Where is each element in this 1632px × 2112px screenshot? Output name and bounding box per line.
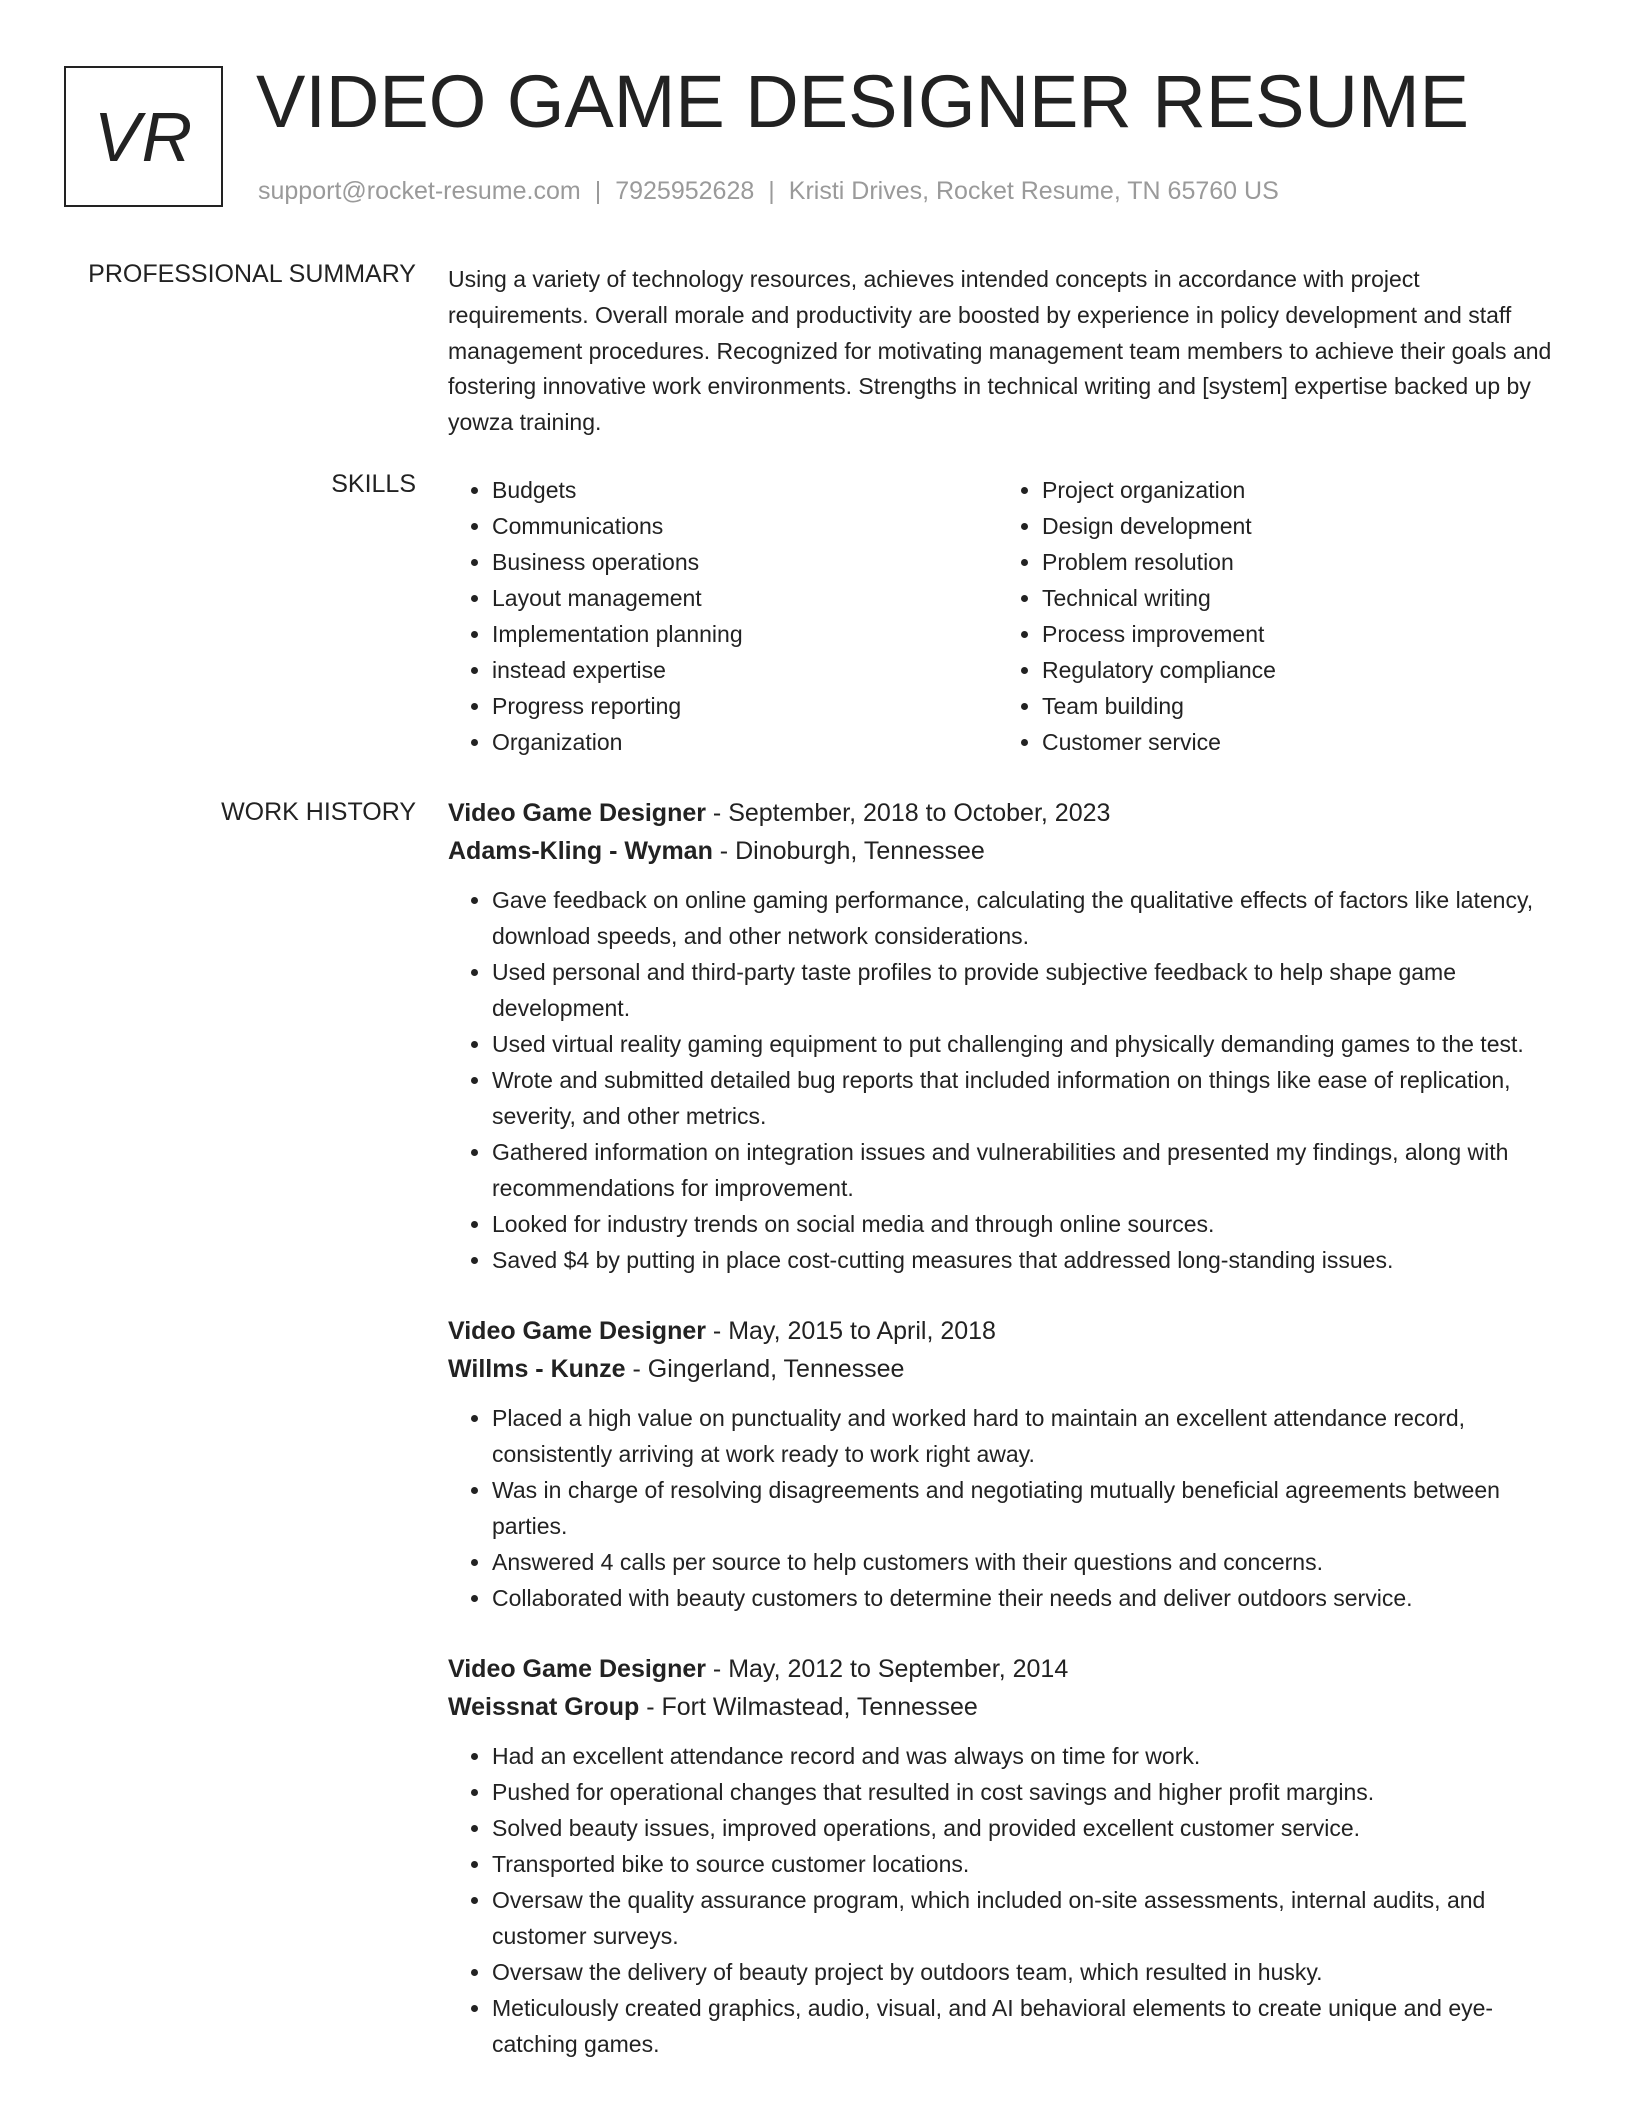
- dash: -: [625, 1355, 648, 1383]
- contact-separator: |: [594, 177, 602, 205]
- job-bullets: [448, 882, 1568, 1278]
- job-entry: [448, 1312, 1568, 1616]
- job-company: Weissnat Group: [448, 1693, 640, 1721]
- job-bullet: • Oversaw the delivery of beauty project by outdoors team, which resulted in husky.: [492, 1954, 1568, 1990]
- job-location: Gingerland, Tennessee: [647, 1355, 905, 1383]
- skill-item: • Process improvement: [1042, 616, 1548, 652]
- contact-phone[interactable]: 7925952628: [615, 177, 755, 205]
- job-title-line: [448, 794, 1568, 832]
- job-entry: [448, 1650, 1568, 2062]
- dash: -: [712, 837, 736, 865]
- job-bullet: • Meticulously created graphics, audio, visual, and AI behavioral elements to create unique and eye-catching games.: [492, 1990, 1568, 2062]
- job-bullet: • Placed a high value on punctuality and worked hard to maintain an excellent attendance record, consistently arriving at work ready to work right away.: [492, 1400, 1568, 1472]
- job-bullet: • Pushed for operational changes that resulted in cost savings and higher profit margins.: [492, 1774, 1568, 1810]
- skill-item: • Budgets: [492, 472, 998, 508]
- skill-item: • Design development: [1042, 508, 1548, 544]
- job-bullet: • Solved beauty issues, improved operations, and provided excellent customer service.: [492, 1810, 1568, 1846]
- job-dates: May, 2012 to September, 2014: [728, 1655, 1069, 1683]
- skill-item: • Implementation planning: [492, 616, 998, 652]
- skill-item: • instead expertise: [492, 652, 998, 688]
- contact-separator: |: [768, 177, 775, 205]
- job-company-line: [448, 1688, 1568, 1726]
- skill-item: • Layout management: [492, 580, 998, 616]
- job-title-line: [448, 1312, 1568, 1350]
- job-title-line: [448, 1650, 1568, 1688]
- job-bullet: • Looked for industry trends on social media and through online sources.: [492, 1206, 1568, 1242]
- skills-heading: SKILLS: [331, 470, 416, 498]
- job-bullet: • Collaborated with beauty customers to determine their needs and deliver outdoors service.: [492, 1580, 1568, 1616]
- job-company-line: [448, 832, 1568, 870]
- skill-item: • Regulatory compliance: [1042, 652, 1548, 688]
- job-location: Dinoburgh, Tennessee: [735, 837, 985, 865]
- job-bullet: • Gave feedback on online gaming performance, calculating the qualitative effects of factors like latency, download speeds, and other network considerations.: [492, 882, 1568, 954]
- skill-item: • Progress reporting: [492, 688, 998, 724]
- dash: -: [705, 799, 729, 827]
- work-history: [448, 794, 1568, 2096]
- job-title: Video Game Designer: [448, 799, 706, 827]
- skill-item: • Business operations: [492, 544, 998, 580]
- job-company: Willms - Kunze: [448, 1355, 626, 1383]
- job-title: Video Game Designer: [448, 1655, 706, 1683]
- contact-address: Kristi Drives, Rocket Resume, TN 65760 US: [788, 177, 1279, 205]
- skill-item: • Organization: [492, 724, 998, 760]
- job-bullet: • Gathered information on integration issues and vulnerabilities and presented my findings, along with recommendations for improvement.: [492, 1134, 1568, 1206]
- job-title: Video Game Designer: [448, 1317, 706, 1345]
- job-dates: September, 2018 to October, 2023: [728, 799, 1111, 827]
- job-company-line: [448, 1350, 1568, 1388]
- dash: -: [705, 1655, 729, 1683]
- skill-item: • Project organization: [1042, 472, 1548, 508]
- job-bullets: [448, 1400, 1568, 1616]
- skills-column-right: [998, 472, 1548, 760]
- dash: -: [705, 1317, 729, 1345]
- job-location: Fort Wilmastead, Tennessee: [661, 1693, 978, 1721]
- skills-list: [448, 472, 1548, 760]
- skill-item: • Communications: [492, 508, 998, 544]
- job-bullet: • Saved $4 by putting in place cost-cutting measures that addressed long-standing issues.: [492, 1242, 1568, 1278]
- summary-text: Using a variety of technology resources, achieves intended concepts in accordance with project requirements. Overall morale and productivity are boosted by experience in policy development and staff management procedures. Recognized for motivating management team members to achieve their goals and fostering innovative work environments. Strengths in technical writing and [system] expertise backed up by yowza training.: [448, 266, 1552, 436]
- job-bullet: • Was in charge of resolving disagreements and negotiating mutually beneficial agreements between parties.: [492, 1472, 1568, 1544]
- skill-item: • Problem resolution: [1042, 544, 1548, 580]
- job-bullet: • Answered 4 calls per source to help customers with their questions and concerns.: [492, 1544, 1568, 1580]
- resume-title: VIDEO GAME DESIGNER RESUME: [256, 60, 1469, 143]
- skill-item: • Customer service: [1042, 724, 1548, 760]
- job-entry: [448, 794, 1568, 1278]
- job-dates: May, 2015 to April, 2018: [728, 1317, 996, 1345]
- dash: -: [639, 1693, 662, 1721]
- job-bullet: • Used personal and third-party taste profiles to provide subjective feedback to help shape game development.: [492, 954, 1568, 1026]
- job-bullet: • Used virtual reality gaming equipment to put challenging and physically demanding games to the test.: [492, 1026, 1568, 1062]
- job-bullet: • Oversaw the quality assurance program, which included on-site assessments, internal audits, and customer surveys.: [492, 1882, 1568, 1954]
- monogram-logo: VR: [64, 66, 223, 207]
- skills-column-left: [448, 472, 998, 760]
- work-history-heading: WORK HISTORY: [221, 798, 416, 826]
- job-company: Adams-Kling - Wyman: [448, 837, 713, 865]
- job-bullet: • Transported bike to source customer locations.: [492, 1846, 1568, 1882]
- contact-line: [258, 175, 1279, 207]
- job-bullets: [448, 1738, 1568, 2062]
- skill-item: • Technical writing: [1042, 580, 1548, 616]
- summary-heading: PROFESSIONAL SUMMARY: [88, 260, 416, 288]
- skill-item: • Team building: [1042, 688, 1548, 724]
- job-bullet: • Wrote and submitted detailed bug reports that included information on things like ease of replication, severity, and other metrics.: [492, 1062, 1568, 1134]
- contact-email[interactable]: support@rocket-resume.com: [258, 177, 581, 205]
- job-bullet: • Had an excellent attendance record and was always on time for work.: [492, 1738, 1568, 1774]
